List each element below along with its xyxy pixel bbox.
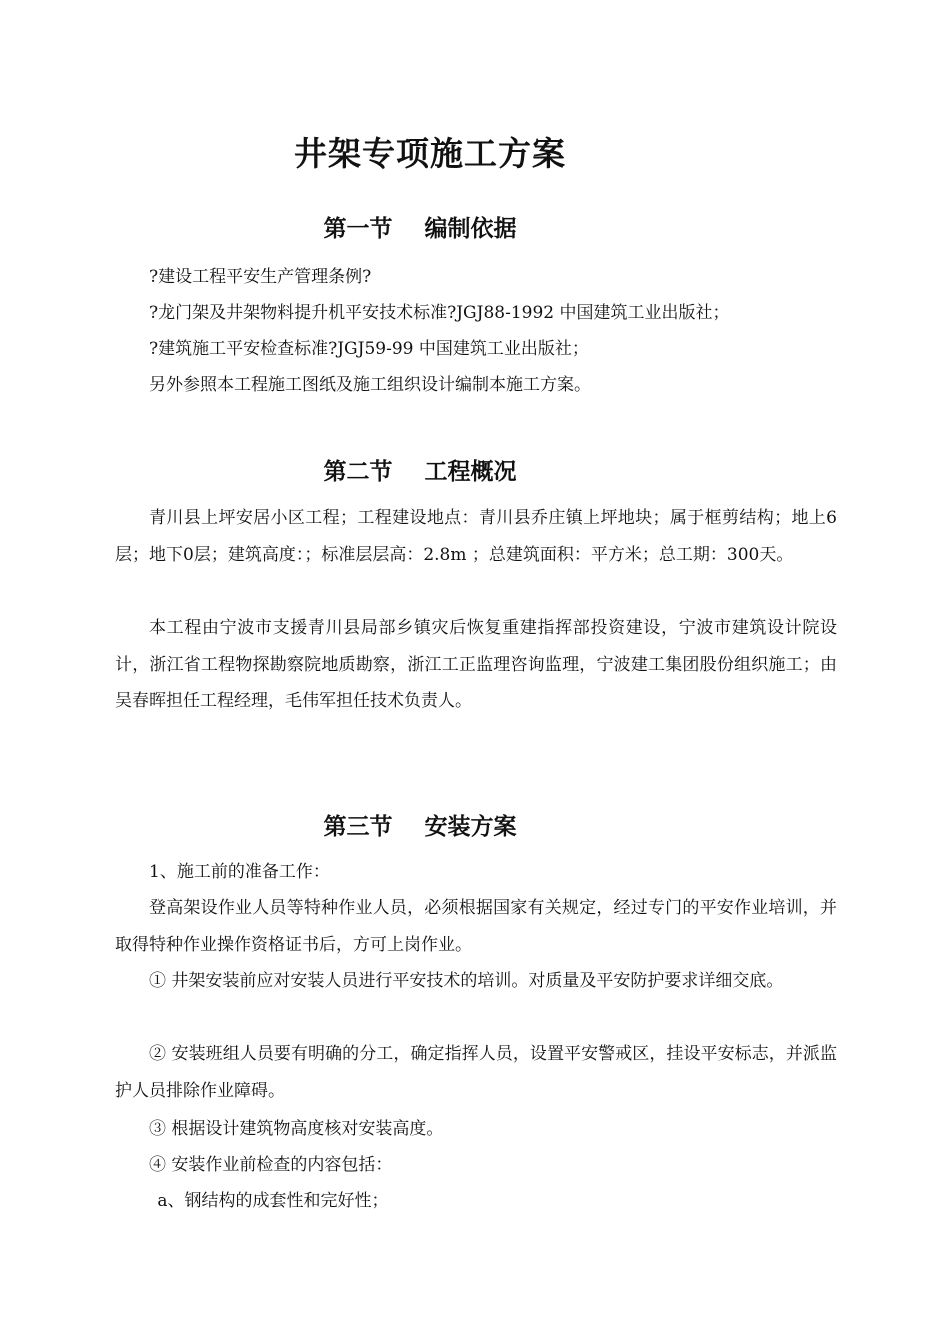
section-3-paragraph-1: 登高架设作业人员等特种作业人员，必须根据国家有关规定，经过专门的平安作业培训，并取得特种作业操作资格证书后，方可上岗作业。 — [115, 898, 837, 955]
section-2-paragraph-1: 青川县上坪安居小区工程；工程建设地点：青川县乔庄镇上坪地块；属于框剪结构；地上6层；地下0层；建筑高度：；标准层层高：2.8m ；总建筑面积：平方米；总工期：300天。 — [115, 508, 837, 565]
section-2-heading: 第二节 工程概况 — [323, 458, 517, 485]
section-3-paragraph-3: ② 安装班组人员要有明确的分工，确定指挥人员，设置平安警戒区，挂设平安标志，并派监护人员排除作业障碍。 — [115, 1044, 837, 1101]
section-1-line-3: ?建筑施工平安检查标准?JGJ59-99 中国建筑工业出版社； — [149, 339, 589, 359]
section-3-heading: 第三节 安装方案 — [323, 813, 517, 840]
section-1-heading: 第一节 编制依据 — [323, 215, 517, 242]
section-3-item-3: ④ 安装作业前检查的内容包括： — [149, 1155, 393, 1175]
section-1-line-4: 另外参照本工程施工图纸及施工组织设计编制本施工方案。 — [149, 375, 591, 395]
section-1-line-2: ?龙门架及井架物料提升机平安技术标准?JGJ88-1992 中国建筑工业出版社； — [149, 303, 730, 323]
section-3-item-4: a、钢结构的成套性和完好性； — [152, 1191, 389, 1211]
section-1-line-1: ?建设工程平安生产管理条例? — [149, 267, 372, 287]
section-3-paragraph-2: ① 井架安装前应对安装人员进行平安技术的培训。对质量及平安防护要求详细交底。 — [149, 971, 784, 991]
document-title: 井架专项施工方案 — [294, 134, 566, 173]
section-3-item-1: 1、施工前的准备工作： — [149, 862, 330, 882]
section-2-paragraph-2: 本工程由宁波市支援青川县局部乡镇灾后恢复重建指挥部投资建设，宁波市建筑设计院设计，浙江省工程物探勘察院地质勘察，浙江工正监理咨询监理，宁波建工集团股份组织施工；由吴春晖担任工程经理，毛伟军担任技术负责人。 — [115, 618, 837, 711]
section-3-item-2: ③ 根据设计建筑物高度核对安装高度。 — [149, 1119, 444, 1139]
